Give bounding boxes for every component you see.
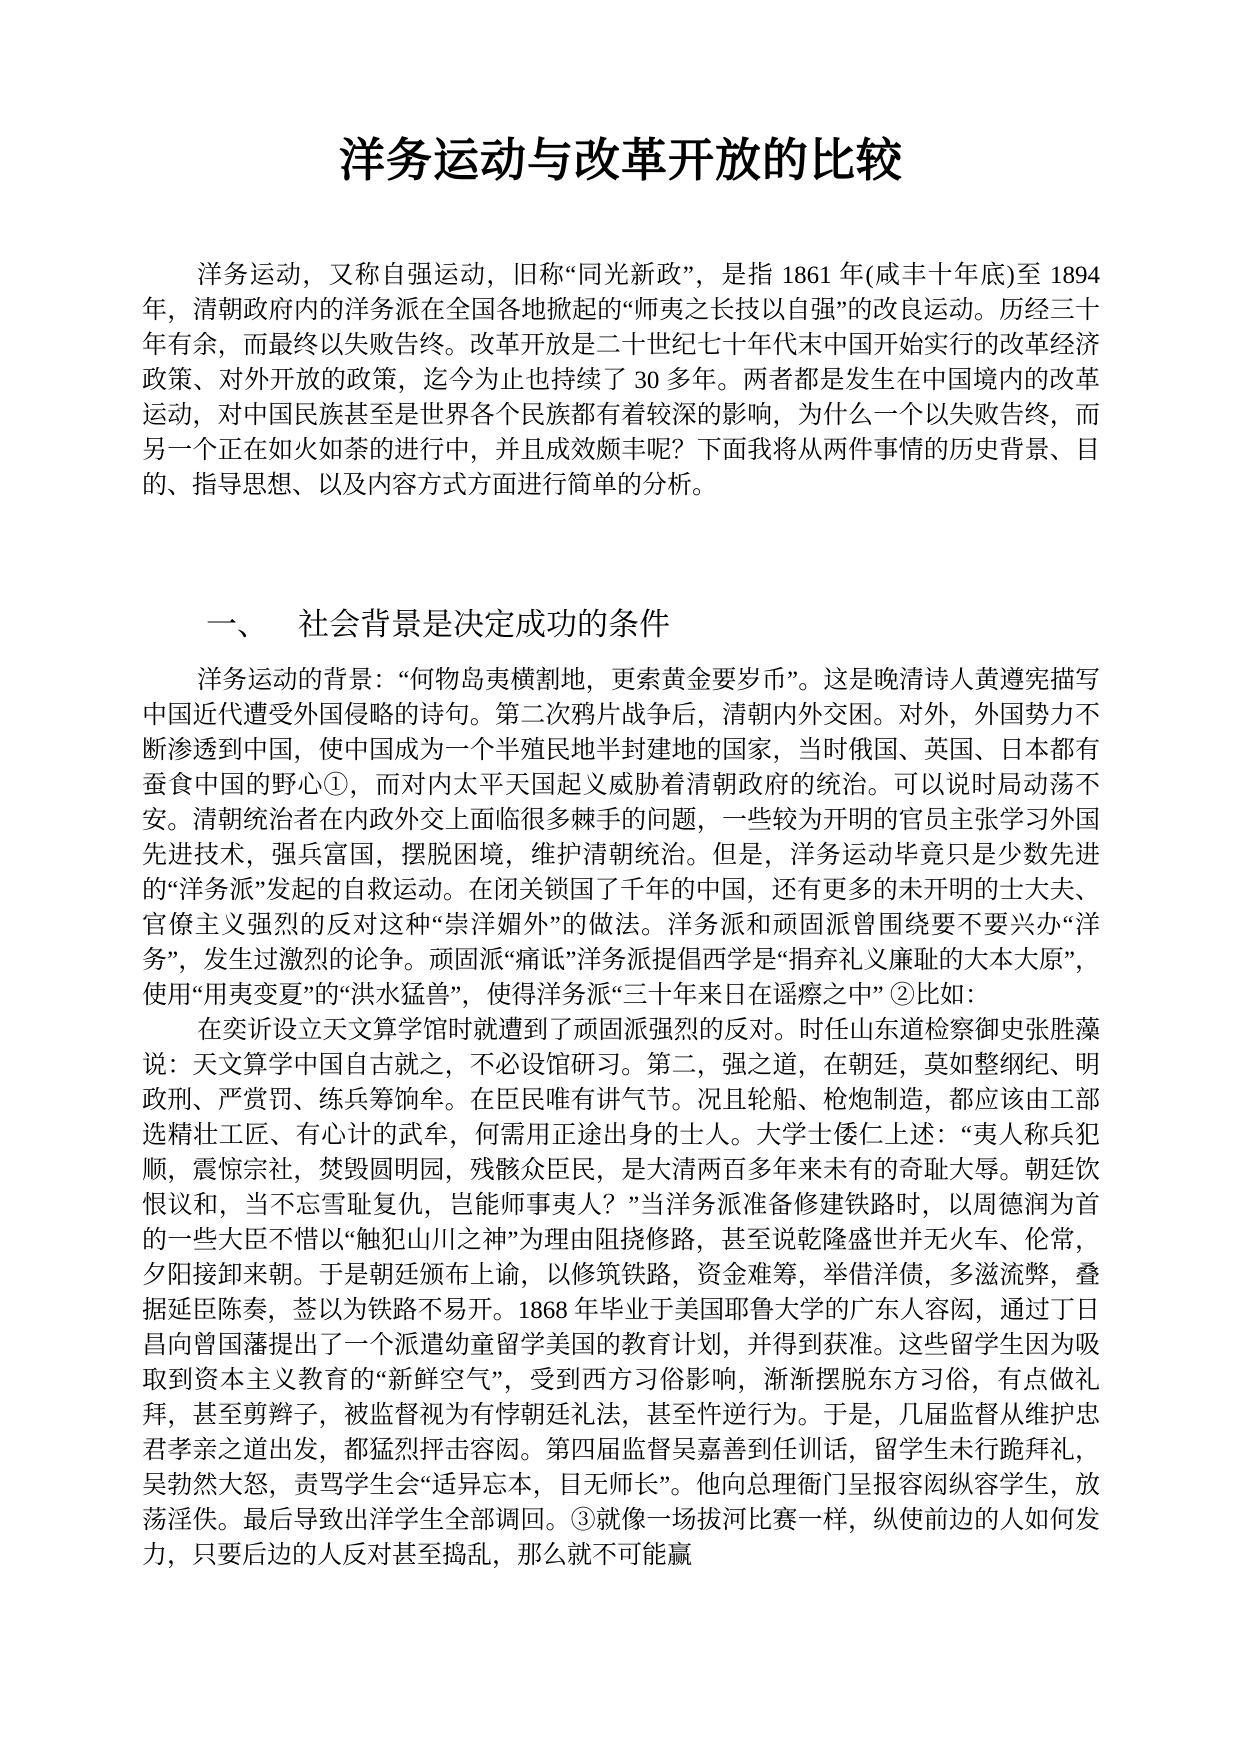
section-paragraph-1: 洋务运动的背景：“何物岛夷横割地，更索黄金要岁币”。这是晚清诗人黄遵宪描写中国近代遭受外国侵略的诗句。第二次鸦片战争后，清朝内外交困。对外，外国势力不断渗透到中国，使中国成为一个半殖民地半封建地的国家，当时俄国、英国、日本都有蚕食中国的野心①，而对内太平天国起义威胁着清朝政府的统治。可以说时局动荡不安。清朝统治者在内政外交上面临很多棘手的问题，一些较为开明的官员主张学习外国先进技术，强兵富国，摆脱困境，维护清朝统治。但是，洋务运动毕竟只是少数先进的“洋务派”发起的自救运动。在闭关锁国了千年的中国，还有更多的未开明的士大夫、官僚主义强烈的反对这种“崇洋媚外”的做法。洋务派和顽固派曾围绕要不要兴办“洋务”，发生过激烈的论争。顽固派“痛诋”洋务派提倡西学是“捐弃礼义廉耻的大本大原”，使用“用夷变夏”的“洪水猛兽”，使得洋务派“三十年来日在谣瘵之中” ②比如： bbox=[142, 667, 1100, 1010]
section-title: 社会背景是决定成功的条件 bbox=[298, 606, 670, 642]
section-paragraph-2: 在奕䜣设立天文算学馆时就遭到了顽固派强烈的反对。时任山东道检察御史张胜藻说：天文算学中国自古就之，不必设馆研习。第二，强之道，在朝廷，莫如整纲纪、明政刑、严赏罚、练兵筹饷牟。在臣民唯有讲气节。况且轮船、枪炮制造，都应该由工部选精壮工匠、有心计的武牟，何需用正途出身的士人。大学士倭仁上述：“夷人称兵犯顺，震惊宗社，焚毁圆明园，残骸众臣民，是大清两百多年来未有的奇耻大辱。朝廷饮恨议和，当不忘雪耻复仇，岂能师事夷人？”当洋务派准备修建铁路时，以周德润为首的一些大臣不惜以“触犯山川之神”为理由阻挠修路，甚至说乾隆盛世并无火车、伦常，夕阳接卸来朝。于是朝廷颁布上谕，以修筑铁路，资金难筹，举借洋债，多滋流弊，叠据延臣陈奏，莶以为铁路不易开。1868 年毕业于美国耶鲁大学的广东人容闳，通过丁日昌向曾国藩提出了一个派遣幼童留学美国的教育计划，并得到获准。这些留学生因为吸取到资本主义教育的“新鲜空气”，受到西方习俗影响，渐渐摆脱东方习俗，有点做礼拜，甚至剪辫子，被监督视为有悖朝廷礼法，甚至忤逆行为。于是，几届监督从维护忠君孝亲之道出发，都猛烈抨击容闳。第四届监督吴嘉善到任训话，留学生未行跪拜礼，吴勃然大怒，责骂学生会“适异忘本，目无师长”。他向总理衙门呈报容闳纵容学生，放荡淫佚。最后导致出洋学生全部调回。③就像一场拔河比赛一样，纵使前边的人如何发力，只要后边的人反对甚至捣乱，那么就不可能赢 bbox=[142, 1017, 1100, 1570]
section-number: 一、 bbox=[206, 606, 268, 642]
intro-paragraph: 洋务运动，又称自强运动，旧称“同光新政”，是指 1861 年(咸丰十年底)至 1894 年，清朝政府内的洋务派在全国各地掀起的“师夷之长技以自强”的改良运动。历经三十年有余，而最终以失败告终。改革开放是二十世纪七十年代末中国开始实行的改革经济政策、对外开放的政策，迄今为止也持续了 30 多年。两者都是发生在中国境内的改革运动，对中国民族甚至是世界各个民族都有着较深的影响，为什么一个以失败告终，而另一个正在如火如荼的进行中，并且成效颇丰呢？下面我将从两件事情的历史背景、目的、指导思想、以及内容方式方面进行简单的分析。 bbox=[142, 261, 1100, 499]
document-title: 洋务运动与改革开放的比较 bbox=[339, 135, 903, 186]
section-heading bbox=[142, 606, 1100, 643]
